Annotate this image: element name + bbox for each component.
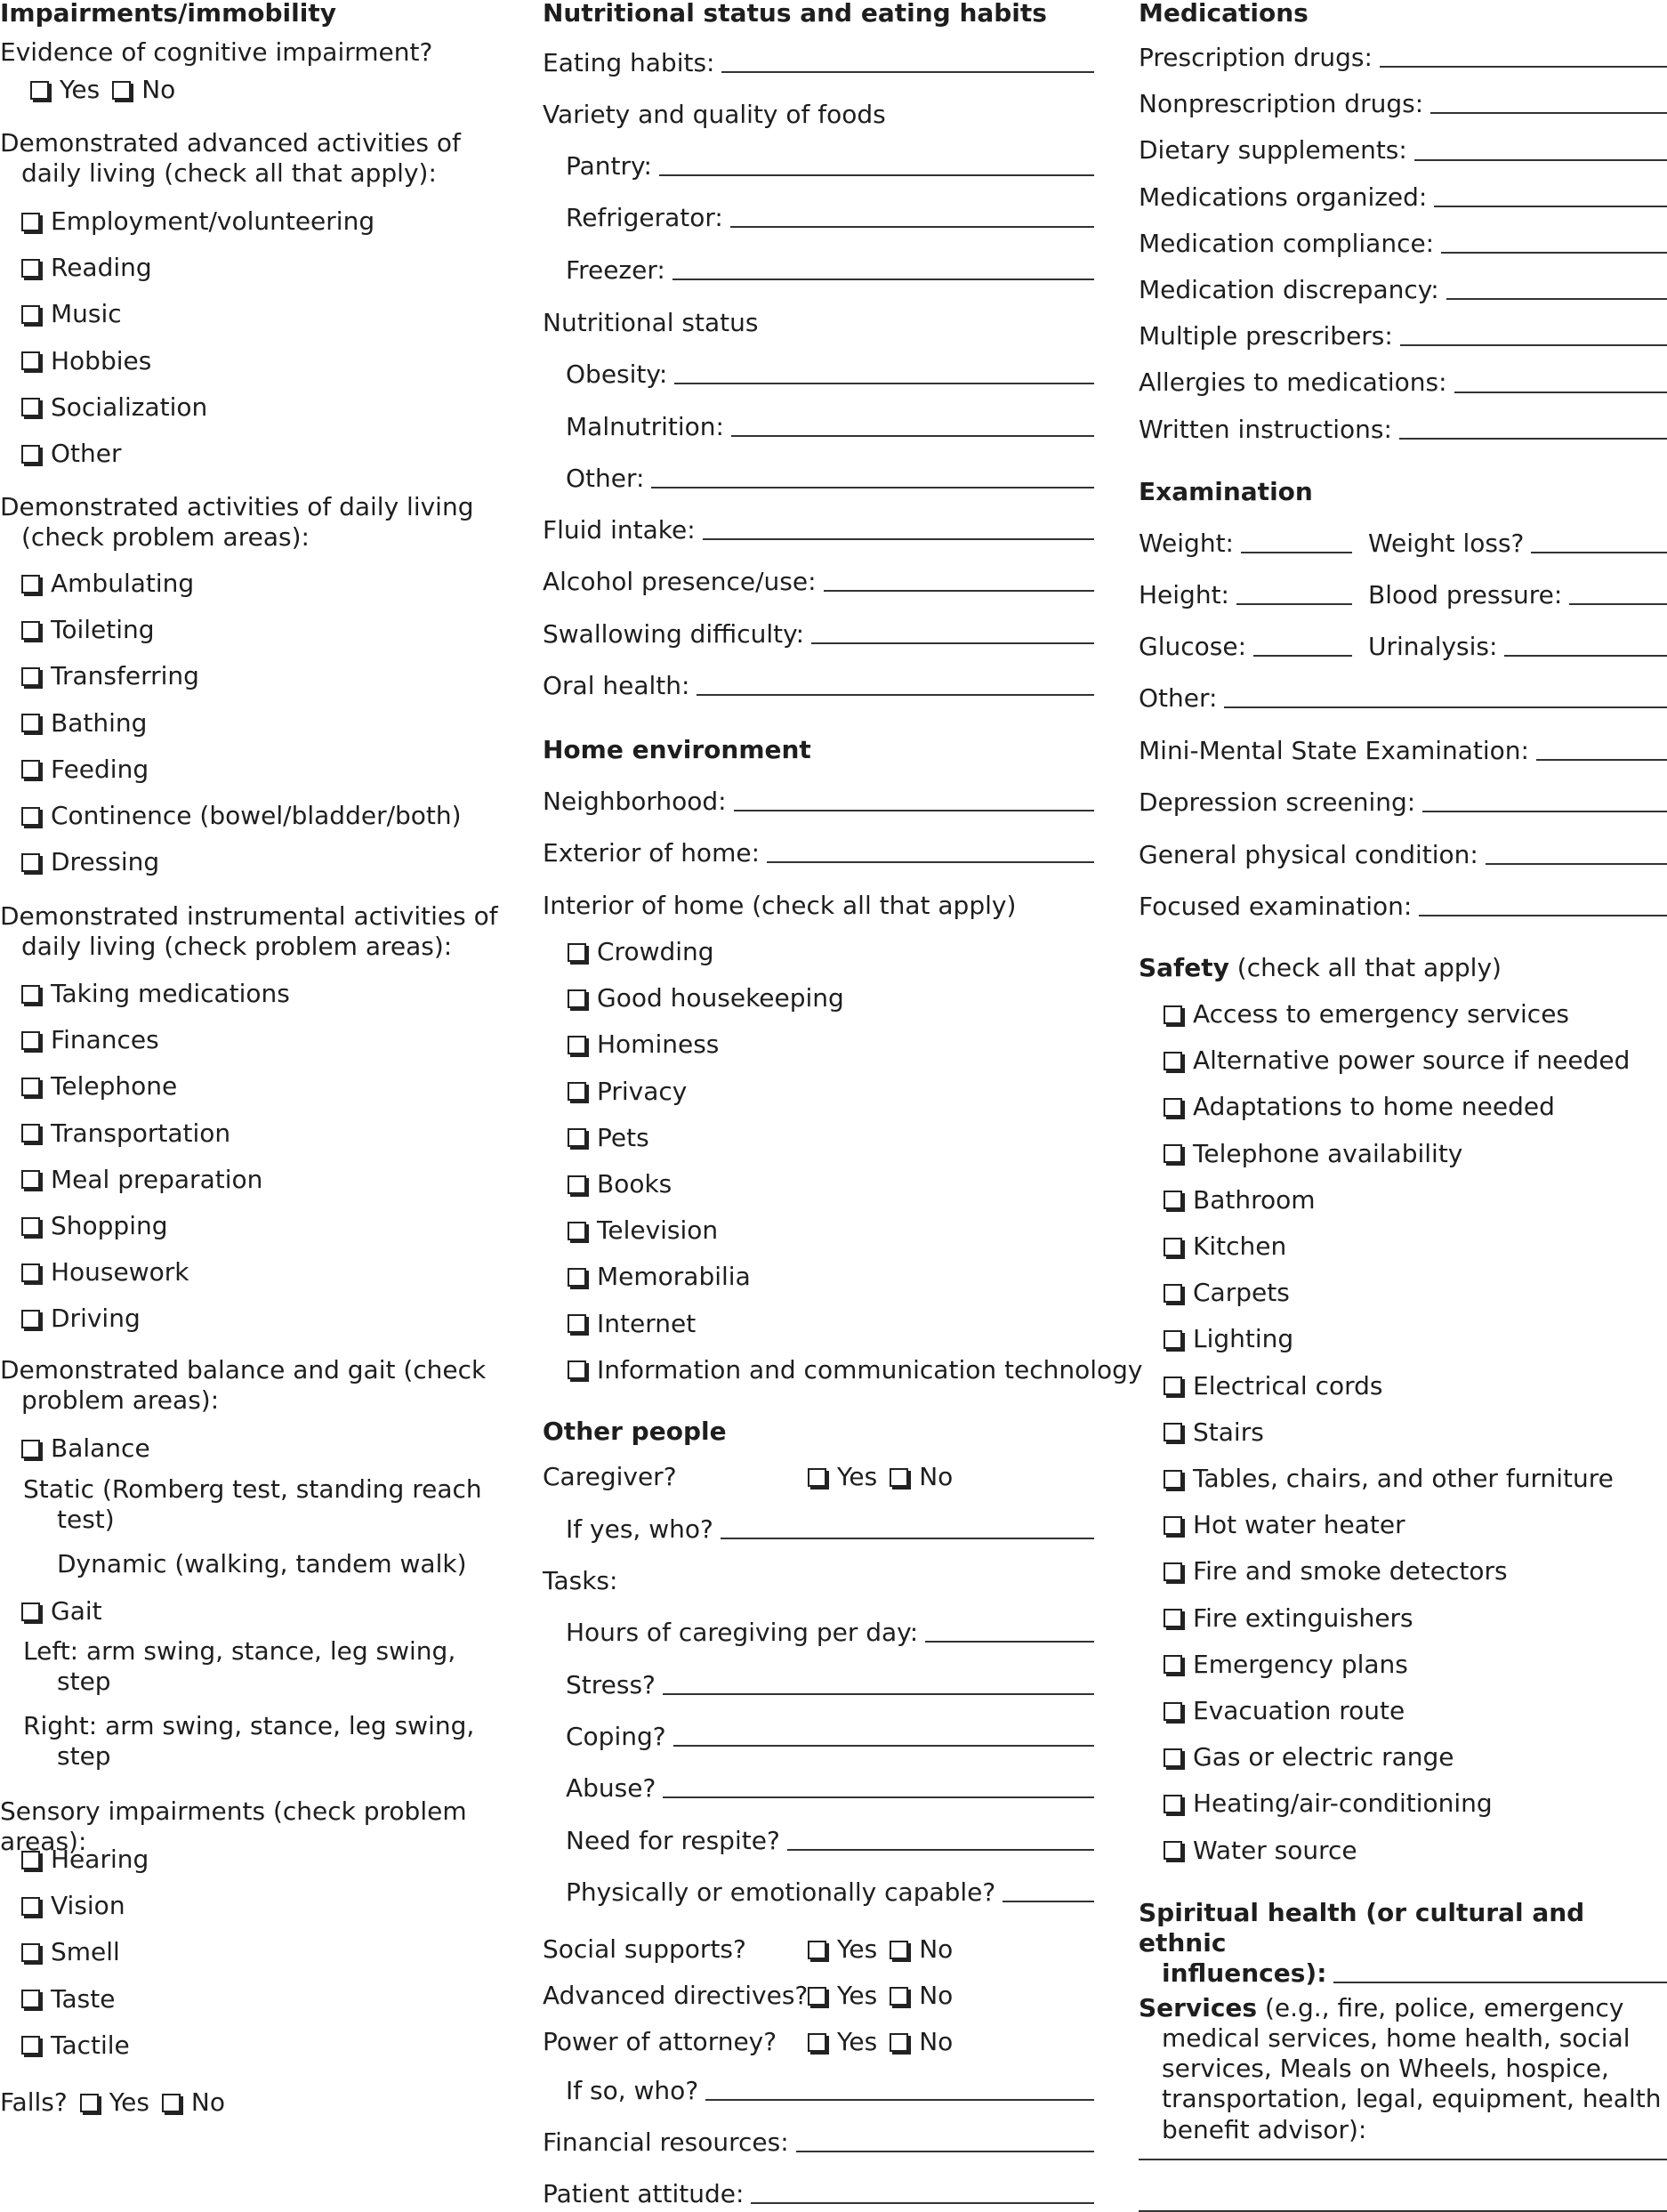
financial-field[interactable]: Financial resources:: [543, 2127, 1094, 2158]
tasks-label: Tasks:: [543, 1566, 617, 1596]
checkbox-reading[interactable]: [21, 259, 40, 278]
checkbox-information-and-communication-technology[interactable]: [568, 1360, 586, 1379]
home-environment-heading: Home environment: [543, 735, 811, 765]
checkbox-gas-or-electric-range[interactable]: [1164, 1748, 1182, 1767]
social-supports-row: Social supports? Yes No: [543, 1934, 965, 1965]
safety-heading: Safety (check all that apply): [1139, 953, 1502, 983]
checkbox-tactile[interactable]: [21, 2036, 40, 2055]
checkbox-label: Other: [51, 439, 122, 469]
gait-item: Gait: [0, 1596, 102, 1627]
checkbox-label: Access to emergency services: [1193, 999, 1569, 1029]
eating-habits-line[interactable]: [721, 68, 1094, 73]
checkbox-other[interactable]: [21, 445, 40, 464]
checkbox-transportation[interactable]: [21, 1124, 40, 1142]
checklist-item-employment-volunteering: [0, 206, 374, 237]
column-impairments: [0, 0, 507, 2211]
checklist-item-memorabilia: [543, 1262, 751, 1292]
checklist-item-telephone-availability: [1139, 1139, 1462, 1169]
checkbox-label: Memorabilia: [597, 1262, 751, 1292]
checkbox-label: Music: [51, 299, 122, 329]
checkbox-finances[interactable]: [21, 1031, 40, 1050]
spiritual-heading: Spiritual health (or cultural and ethnic influences):: [1139, 1898, 1667, 1989]
checkbox-electrical-cords[interactable]: [1164, 1376, 1182, 1395]
field-line[interactable]: [1414, 156, 1667, 161]
field-depression-screening[interactable]: Depression screening:: [1139, 787, 1667, 818]
field-prescription-drugs[interactable]: Prescription drugs:: [1139, 43, 1667, 73]
stress-field[interactable]: Stress?: [543, 1670, 1094, 1700]
power-yes-checkbox[interactable]: [808, 2033, 826, 2052]
checkbox-label: Socialization: [51, 392, 207, 423]
caregiver-yes-checkbox[interactable]: [808, 1468, 826, 1487]
glucose-row: Glucose: Urinalysis:: [1139, 632, 1667, 662]
checklist-item-vision: [0, 1891, 125, 1921]
glucose-line[interactable]: [1253, 651, 1352, 657]
checklist-item-privacy: [543, 1077, 687, 1107]
checklist-item-heating-air-conditioning: [1139, 1788, 1493, 1819]
checkbox-pets[interactable]: [568, 1128, 586, 1147]
checklist-item-hot-water-heater: [1139, 1510, 1405, 1540]
checkbox-books[interactable]: [568, 1175, 586, 1194]
checkbox-label: Hobbies: [51, 346, 151, 376]
social-yes-checkbox[interactable]: [808, 1941, 826, 1959]
checkbox-label: Electrical cords: [1193, 1371, 1383, 1401]
checklist-item-books: [543, 1169, 672, 1199]
aadl-heading: Demonstrated advanced activities of daily living (check all that apply):: [0, 128, 498, 189]
field-line[interactable]: [1380, 62, 1667, 68]
checkbox-label: Bathing: [51, 708, 147, 739]
height-line[interactable]: [1236, 600, 1352, 605]
caregiver-no-checkbox[interactable]: [890, 1468, 908, 1487]
balance-heading: Demonstrated balance and gait (check problem areas):: [0, 1355, 498, 1416]
checklist-item-continence-bowel-bladder-both: [0, 801, 462, 831]
nutrition-heading: Nutritional status and eating habits: [543, 0, 1047, 28]
checkbox-adaptations-to-home-needed[interactable]: [1164, 1098, 1182, 1117]
checklist-item-reading: [0, 253, 152, 283]
checkbox-label: Taking medications: [51, 979, 290, 1009]
checkbox-label: Reading: [51, 253, 152, 283]
impairments-heading: Impairments/immobility: [0, 0, 336, 28]
power-of-attorney-row: Power of attorney? Yes No: [543, 2027, 965, 2057]
checkbox-label: Tables, chairs, and other furniture: [1193, 1464, 1614, 1494]
checkbox-vision[interactable]: [21, 1897, 40, 1916]
checkbox-label: Information and communication technology: [597, 1355, 1142, 1385]
checkbox-housework[interactable]: [21, 1263, 40, 1282]
falls-yes-checkbox[interactable]: [80, 2094, 99, 2112]
checkbox-label: Telephone availability: [1193, 1139, 1462, 1169]
checkbox-label: Fire and smoke detectors: [1193, 1556, 1508, 1586]
balance-dynamic-text: Dynamic (walking, tandem walk): [57, 1549, 467, 1579]
exam-other-field[interactable]: Other:: [1139, 683, 1667, 714]
field-line[interactable]: [1422, 807, 1667, 812]
gait-right-text: Right: arm swing, stance, leg swing, step: [0, 1711, 502, 1772]
urinalysis-line[interactable]: [1504, 651, 1667, 657]
checklist-item-crowding: [543, 937, 714, 967]
field-mini-mental-state-examination[interactable]: Mini-Mental State Examination:: [1139, 736, 1667, 766]
field-line[interactable]: [1400, 341, 1667, 346]
checkbox-label: Toileting: [51, 615, 155, 645]
checklist-item-fire-extinguishers: [1139, 1603, 1413, 1634]
field-allergies-to-medications[interactable]: Allergies to medications:: [1139, 367, 1667, 398]
checkbox-label: Emergency plans: [1193, 1650, 1408, 1680]
checkbox-stairs[interactable]: [1164, 1423, 1182, 1441]
yes-label: Yes: [60, 75, 100, 105]
checklist-item-tactile: [0, 2030, 130, 2061]
checkbox-hearing[interactable]: [21, 1851, 40, 1869]
field-focused-examination[interactable]: Focused examination:: [1139, 892, 1667, 922]
checkbox-label: Driving: [51, 1304, 141, 1334]
checkbox-label: Housework: [51, 1257, 189, 1288]
iadl-heading: Demonstrated instrumental activities of daily living (check problem areas):: [0, 901, 498, 962]
checklist-item-alternative-power-source-if-needed: [1139, 1045, 1630, 1076]
checklist-item-housework: [0, 1257, 189, 1288]
balance-checkbox[interactable]: [21, 1440, 40, 1458]
field-written-instructions[interactable]: Written instructions:: [1139, 415, 1667, 445]
weight-line[interactable]: [1241, 548, 1352, 553]
oral-health-field[interactable]: Oral health:: [543, 671, 1094, 701]
checkbox-label: Transferring: [51, 661, 199, 691]
social-no-checkbox[interactable]: [890, 1941, 908, 1959]
checkbox-hot-water-heater[interactable]: [1164, 1516, 1182, 1535]
cognitive-no-checkbox[interactable]: [112, 81, 131, 100]
exterior-field[interactable]: Exterior of home:: [543, 838, 1094, 868]
checkbox-alternative-power-source-if-needed[interactable]: [1164, 1052, 1182, 1070]
checkbox-label: Feeding: [51, 755, 149, 785]
field-line[interactable]: [1486, 860, 1667, 865]
caregiver-who-field[interactable]: If yes, who?: [543, 1514, 1094, 1545]
field-line[interactable]: [1441, 248, 1667, 254]
weight-row: Weight: Weight loss?: [1139, 529, 1667, 559]
checklist-item-tables-chairs-and-other-furniture: [1139, 1464, 1614, 1494]
checklist-item-good-housekeeping: [543, 983, 844, 1013]
fluid-intake-field[interactable]: Fluid intake:: [543, 515, 1094, 545]
checkbox-label: Hearing: [51, 1845, 149, 1875]
checklist-item-taking-medications: [0, 979, 290, 1009]
checklist-item-electrical-cords: [1139, 1371, 1383, 1401]
checklist-item-driving: [0, 1304, 141, 1334]
falls-no-checkbox[interactable]: [162, 2094, 181, 2112]
checklist-item-hearing: [0, 1845, 149, 1875]
checkbox-carpets[interactable]: [1164, 1284, 1182, 1303]
checkbox-crowding[interactable]: [568, 943, 586, 962]
checkbox-label: Meal preparation: [51, 1165, 262, 1195]
checkbox-label: Privacy: [597, 1077, 687, 1107]
checklist-item-access-to-emergency-services: [1139, 999, 1569, 1029]
examination-heading: Examination: [1139, 477, 1313, 507]
checklist-item-dressing: [0, 847, 159, 877]
checkbox-label: Internet: [597, 1309, 696, 1339]
checkbox-label: Carpets: [1193, 1278, 1290, 1308]
checkbox-label: Evacuation route: [1193, 1696, 1405, 1726]
checklist-item-gas-or-electric-range: [1139, 1742, 1454, 1772]
checkbox-label: Stairs: [1193, 1417, 1264, 1448]
cognitive-question: Evidence of cognitive impairment?: [0, 37, 432, 68]
checkbox-employment-volunteering[interactable]: [21, 213, 40, 231]
no-label: No: [141, 75, 175, 105]
checklist-item-carpets: [1139, 1278, 1290, 1308]
advanced-directives-row: Advanced directives? Yes No: [543, 1981, 965, 2011]
services-line-2[interactable]: [1139, 2208, 1667, 2212]
checkbox-water-source[interactable]: [1164, 1841, 1182, 1860]
neighborhood-field[interactable]: Neighborhood:: [543, 787, 1094, 817]
field-dietary-supplements[interactable]: Dietary supplements:: [1139, 135, 1667, 165]
checkbox-tables-chairs-and-other-furniture[interactable]: [1164, 1470, 1182, 1489]
attitude-field[interactable]: Patient attitude:: [543, 2179, 1094, 2209]
checklist-item-fire-and-smoke-detectors: [1139, 1556, 1508, 1586]
checklist-item-hobbies: [0, 346, 151, 376]
checklist-item-stairs: [1139, 1417, 1264, 1448]
power-no-checkbox[interactable]: [890, 2033, 908, 2052]
abuse-field[interactable]: Abuse?: [543, 1773, 1094, 1804]
weight-loss-line[interactable]: [1531, 548, 1667, 553]
checklist-item-transferring: [0, 661, 199, 691]
checkbox-label: Hot water heater: [1193, 1510, 1405, 1540]
gait-left-text: Left: arm swing, stance, leg swing, step: [0, 1636, 502, 1697]
pantry-field[interactable]: Pantry:: [543, 151, 1094, 182]
checklist-item-emergency-plans: [1139, 1650, 1408, 1680]
checkbox-kitchen[interactable]: [1164, 1238, 1182, 1256]
checkbox-taste[interactable]: [21, 1990, 40, 2008]
checkbox-privacy[interactable]: [568, 1082, 586, 1101]
advanced-no-checkbox[interactable]: [890, 1987, 908, 2006]
services-text: Services (e.g., fire, police, emergency medical services, home health, social services, Meals on Wheels, hospice, transportation, legal, equipment, health benefit advisor):: [1139, 1993, 1667, 2145]
attorney-who-field[interactable]: If so, who?: [543, 2076, 1094, 2106]
checkbox-label: Dressing: [51, 847, 159, 877]
checkbox-label: Pets: [597, 1123, 649, 1153]
checkbox-continence-bowel-bladder-both[interactable]: [21, 807, 40, 826]
checklist-item-internet: [543, 1309, 696, 1339]
balance-item: Balance: [0, 1433, 150, 1464]
checkbox-shopping[interactable]: [21, 1217, 40, 1236]
checklist-item-information-and-communication-technology: [543, 1355, 1142, 1385]
field-general-physical-condition[interactable]: General physical condition:: [1139, 840, 1667, 870]
checklist-item-music: [0, 299, 122, 329]
other-people-heading: Other people: [543, 1417, 727, 1447]
field-line[interactable]: [1399, 434, 1667, 440]
checkbox-telephone-availability[interactable]: [1164, 1144, 1182, 1163]
checkbox-label: Television: [597, 1215, 718, 1246]
checkbox-label: Gas or electric range: [1193, 1742, 1454, 1772]
sensory-heading: Sensory impairments (check problem areas):: [0, 1796, 507, 1857]
medications-heading: Medications: [1139, 0, 1309, 28]
checkbox-label: Employment/volunteering: [51, 206, 374, 237]
field-medication-discrepancy[interactable]: Medication discrepancy:: [1139, 275, 1667, 305]
field-medications-organized[interactable]: Medications organized:: [1139, 182, 1667, 213]
field-line[interactable]: [1430, 109, 1667, 114]
respite-field[interactable]: Need for respite?: [543, 1826, 1094, 1856]
checklist-item-toileting: [0, 615, 155, 645]
interior-label: Interior of home (check all that apply): [543, 891, 1016, 921]
field-multiple-prescribers[interactable]: Multiple prescribers:: [1139, 321, 1667, 351]
checklist-item-smell: [0, 1937, 120, 1967]
field-line[interactable]: [1419, 911, 1667, 916]
caregiver-row: Caregiver? Yes No: [543, 1462, 965, 1492]
checklist-item-feeding: [0, 755, 149, 785]
checklist-item-pets: [543, 1123, 649, 1153]
checkbox-label: Tactile: [51, 2030, 130, 2061]
checkbox-label: Crowding: [597, 937, 714, 967]
checkbox-television[interactable]: [568, 1222, 586, 1240]
advanced-yes-checkbox[interactable]: [808, 1987, 826, 2006]
field-line[interactable]: [1454, 388, 1667, 393]
cognitive-yes-checkbox[interactable]: [30, 81, 49, 100]
services-line-1[interactable]: [1139, 2157, 1667, 2160]
checkbox-label: Kitchen: [1193, 1231, 1286, 1262]
falls-row: Falls? Yes No: [0, 2087, 238, 2118]
checkbox-bathroom[interactable]: [1164, 1191, 1182, 1209]
column-medications-exam: [1139, 0, 1667, 2211]
eating-habits-field[interactable]: Eating habits:: [543, 48, 1094, 78]
gait-checkbox[interactable]: [21, 1602, 40, 1621]
checkbox-label: Continence (bowel/bladder/both): [51, 801, 462, 831]
checklist-item-shopping: [0, 1211, 168, 1241]
checkbox-label: Alternative power source if needed: [1193, 1045, 1630, 1076]
checkbox-label: Heating/air-conditioning: [1193, 1788, 1493, 1819]
checklist-item-transportation: [0, 1118, 230, 1149]
checklist-item-evacuation-route: [1139, 1696, 1405, 1726]
checkbox-label: Hominess: [597, 1029, 719, 1060]
checklist-item-adaptations-to-home-needed: [1139, 1092, 1555, 1122]
checkbox-label: Adaptations to home needed: [1193, 1092, 1555, 1122]
falls-question: Falls?: [0, 2087, 68, 2118]
blood-pressure-line[interactable]: [1569, 600, 1667, 605]
checklist-item-taste: [0, 1984, 115, 2014]
checkbox-transferring[interactable]: [21, 667, 40, 686]
checklist-item-hominess: [543, 1029, 719, 1060]
column-nutrition-home: [543, 0, 1094, 2211]
field-medication-compliance[interactable]: Medication compliance:: [1139, 229, 1667, 259]
nutritional-status-label: Nutritional status: [543, 308, 758, 338]
checkbox-label: Water source: [1193, 1836, 1357, 1866]
checkbox-lighting[interactable]: [1164, 1330, 1182, 1349]
checklist-item-bathing: [0, 708, 147, 739]
checkbox-good-housekeeping[interactable]: [568, 989, 586, 1008]
checkbox-label: Fire extinguishers: [1193, 1603, 1413, 1634]
balance-static-text: Static (Romberg test, standing reach test): [0, 1474, 519, 1535]
hours-field[interactable]: Hours of caregiving per day:: [543, 1618, 1094, 1648]
height-row: Height: Blood pressure:: [1139, 580, 1667, 610]
checkbox-toileting[interactable]: [21, 621, 40, 640]
checkbox-fire-and-smoke-detectors[interactable]: [1164, 1562, 1182, 1581]
checkbox-label: Telephone: [51, 1071, 177, 1102]
checklist-item-ambulating: [0, 569, 194, 599]
checkbox-bathing[interactable]: [21, 714, 40, 732]
checkbox-internet[interactable]: [568, 1314, 586, 1333]
checklist-item-bathroom: [1139, 1185, 1316, 1215]
checkbox-emergency-plans[interactable]: [1164, 1655, 1182, 1674]
checkbox-ambulating[interactable]: [21, 575, 40, 593]
checkbox-driving[interactable]: [21, 1310, 40, 1328]
checkbox-label: Books: [597, 1169, 672, 1199]
coping-field[interactable]: Coping?: [543, 1722, 1094, 1752]
checkbox-memorabilia[interactable]: [568, 1268, 586, 1287]
checklist-item-kitchen: [1139, 1231, 1286, 1262]
alcohol-field[interactable]: Alcohol presence/use:: [543, 567, 1094, 597]
adl-heading: Demonstrated activities of daily living (check problem areas):: [0, 492, 498, 553]
variety-label: Variety and quality of foods: [543, 100, 886, 130]
checkbox-feeding[interactable]: [21, 760, 40, 779]
checkbox-label: Vision: [51, 1891, 125, 1921]
capable-field[interactable]: Physically or emotionally capable?: [543, 1877, 1094, 1908]
checkbox-hominess[interactable]: [568, 1036, 586, 1054]
checkbox-label: Ambulating: [51, 569, 194, 599]
checkbox-meal-preparation[interactable]: [21, 1170, 40, 1189]
checkbox-dressing[interactable]: [21, 853, 40, 872]
checkbox-smell[interactable]: [21, 1943, 40, 1962]
checkbox-telephone[interactable]: [21, 1078, 40, 1096]
checklist-item-telephone: [0, 1071, 177, 1102]
checkbox-label: Finances: [51, 1025, 159, 1055]
field-nonprescription-drugs[interactable]: Nonprescription drugs:: [1139, 89, 1667, 119]
malnutrition-field[interactable]: Malnutrition:: [543, 412, 1094, 442]
cognitive-yes-no: [30, 75, 188, 105]
checkbox-heating-air-conditioning[interactable]: [1164, 1795, 1182, 1813]
checkbox-access-to-emergency-services[interactable]: [1164, 1005, 1182, 1024]
checkbox-label: Transportation: [51, 1118, 230, 1149]
refrigerator-field[interactable]: Refrigerator:: [543, 203, 1094, 233]
nutrition-other-field[interactable]: Other:: [543, 464, 1094, 494]
checkbox-label: Good housekeeping: [597, 983, 844, 1013]
checklist-item-water-source: [1139, 1836, 1357, 1866]
checkbox-music[interactable]: [21, 305, 40, 324]
checkbox-label: Smell: [51, 1937, 120, 1967]
checkbox-label: Taste: [51, 1984, 115, 2014]
obesity-field[interactable]: Obesity:: [543, 359, 1094, 390]
field-line[interactable]: [1536, 755, 1667, 761]
checkbox-fire-extinguishers[interactable]: [1164, 1609, 1182, 1627]
checkbox-taking-medications[interactable]: [21, 985, 40, 1004]
checkbox-evacuation-route[interactable]: [1164, 1702, 1182, 1721]
checkbox-label: Bathroom: [1193, 1185, 1316, 1215]
checkbox-socialization[interactable]: [21, 398, 40, 416]
field-line[interactable]: [1446, 295, 1667, 300]
checklist-item-meal-preparation: [0, 1165, 262, 1195]
field-line[interactable]: [1434, 202, 1667, 207]
checklist-item-finances: [0, 1025, 159, 1055]
checklist-item-lighting: [1139, 1324, 1293, 1354]
checkbox-label: Lighting: [1193, 1324, 1293, 1354]
checklist-item-television: [543, 1215, 718, 1246]
checklist-item-other: [0, 439, 122, 469]
spiritual-field[interactable]: influences):: [1139, 1958, 1667, 1989]
checkbox-hobbies[interactable]: [21, 351, 40, 370]
swallowing-field[interactable]: Swallowing difficulty:: [543, 619, 1094, 650]
freezer-field[interactable]: Freezer:: [543, 255, 1094, 286]
checklist-item-socialization: [0, 392, 207, 423]
checkbox-label: Shopping: [51, 1211, 168, 1241]
